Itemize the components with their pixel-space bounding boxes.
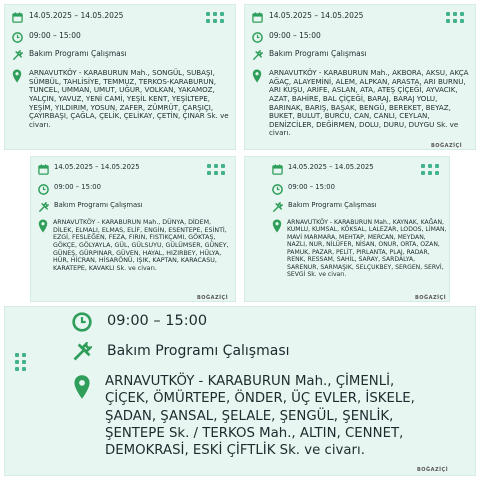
- outage-card-4: [244, 156, 450, 302]
- location-pin-icon: [11, 69, 23, 83]
- date-row: [251, 11, 363, 23]
- decor-dots: [421, 164, 439, 175]
- title-row: [271, 201, 377, 213]
- time-row: [11, 31, 81, 43]
- date-row: [11, 11, 123, 23]
- location-pin-icon: [271, 219, 283, 233]
- location-pin-icon: [251, 69, 263, 83]
- outage-card-5: [4, 306, 476, 476]
- clock-icon: [11, 31, 23, 43]
- time-row: [37, 183, 101, 195]
- title-row: [71, 341, 290, 363]
- clock-icon: [271, 183, 283, 195]
- decor-dots: [206, 12, 224, 23]
- work-title: Bakım Programı Çalışması: [29, 49, 127, 58]
- decor-dots: [15, 353, 26, 371]
- address-text: ARNAVUTKÖY - KARABURUN Mah., SONGÜL, SUBAŞI, SÜMBÜL, TAHLİSİYE, TEMMUZ, TERKOS-KARABURUN, TUNCEL, UMMAN, UMUT, UĞUR, VOLKAN, YAKAMOZ, YALÇIN, YAVUZ, YENİ CAMİ, YEŞİL KENT, YEŞİLTEPE, YEŞİM, YILDIRIM, YOSUN, ZAFER, ZÜMRÜT, ÇARŞIÇI, ÇAYIRBAŞI, ÇAĞLA, ÇELİK, ÇELİKAY, ÇETİN, ÇINAR Sk. ve civarı.: [29, 68, 229, 129]
- time-row: [251, 31, 321, 43]
- work-title: Bakım Programı Çalışması: [107, 343, 290, 360]
- tools-icon: [11, 49, 23, 61]
- time-row: [271, 183, 335, 195]
- brand-logo: BOĞAZİÇİ: [417, 467, 449, 473]
- tools-icon: [271, 201, 283, 213]
- clock-icon: [37, 183, 49, 195]
- decor-dots: [446, 12, 464, 23]
- title-row: [11, 49, 127, 61]
- outage-card-2: [244, 4, 476, 150]
- time-range: 09:00 – 15:00: [54, 183, 101, 191]
- work-title: Bakım Programı Çalışması: [54, 201, 143, 209]
- time-range: 09:00 – 15:00: [269, 31, 321, 40]
- address-text: ARNAVUTKÖY - KARABURUN Mah., DÜNYA, DİDEM, DİLEK, ELMALI, ELMAS, ELİF, ENGİN, ESENTEPE, ESİNTİ, EZGİ, FESLEĞEN, FEZA, FIRIN, FISTIKÇAMI, GÖKTAŞ, GÖKÇE, GÖLYAYLA, GÜL, GÜLSUYU, GÜLÜMSER, GÜNEY, GÜNEŞ, GÜRPINAR, GÜVEN, HAYAL, HIZIRBEY, HÜLYA, HÜR, HİCRAN, HİSARÖNÜ, IŞIK, KAPTAN, KARACASU, KARATEPE, KAVAKLI Sk. ve civarı.: [53, 219, 229, 273]
- calendar-icon: [11, 11, 23, 23]
- work-title: Bakım Programı Çalışması: [288, 201, 377, 209]
- title-row: [37, 201, 143, 213]
- date-row: [37, 163, 140, 175]
- date-range: 14.05.2025 – 14.05.2025: [269, 11, 364, 20]
- address-text: ARNAVUTKÖY - KARABURUN Mah., AKBORA, AKSU, AKÇA AĞAÇ, ALAYEMİNİ, ALEM, ALPKAN, ARASTA, ARI BURNU, ARI KUŞU, ARİFE, ASLAN, ATA, ATEŞ ÇİÇEĞİ, AYVACIK, AZAT, BAHİRE, BAL ÇİÇEĞİ, BARAJ, BARAJ YOLU, BARINAK, BARIŞ, BAŞAK, BENGÜ, BEREKET, BEYAZ, BUKET, BULUT, BURCU, CAN, CANLI, CEYLAN, DENİZCİLER, DEĞİRMEN, DOLU, DURU, DUYGU Sk. ve civarı.: [269, 68, 469, 138]
- address-text: ARNAVUTKÖY - KARABURUN Mah., KAYNAK, KAĞAN, KUMLU, KUMSAL, KÖKSAL, LALEZAR, LODOS, LİMAN, MAVİ MARMARA, MEHTAP, MERCAN, MEYDAN, NAZLI, NUR, NİLÜFER, NİSAN, ONUR, ORTA, OZAN, PAMUK, PAZAR, PELİT, PIRLANTA, PLAJ, RADAR, RENK, RESSAM, SAHİL, SARAY, SARDALYA, SARENUR, SARMAŞIK, SELÇUKBEY, SERGEN, SERVİ, SEVGİ Sk. ve civarı.: [287, 219, 447, 278]
- decor-dots: [207, 164, 225, 175]
- work-title: Bakım Programı Çalışması: [269, 49, 367, 58]
- outage-card-1: [4, 4, 236, 150]
- tools-icon: [251, 49, 263, 61]
- time-range: 09:00 – 15:00: [288, 183, 335, 191]
- time-range: 09:00 – 15:00: [29, 31, 81, 40]
- time-row: [71, 311, 207, 333]
- clock-icon: [251, 31, 263, 43]
- calendar-icon: [251, 11, 263, 23]
- calendar-icon: [271, 163, 283, 175]
- location-pin-icon: [37, 219, 49, 233]
- tools-icon: [71, 341, 93, 363]
- time-range: 09:00 – 15:00: [107, 313, 208, 330]
- location-pin-icon: [71, 373, 93, 401]
- date-row: [271, 163, 374, 175]
- brand-logo: BOĞAZİÇİ: [415, 295, 447, 301]
- address-text: ARNAVUTKÖY - KARABURUN Mah., ÇİMENLİ, ÇİÇEK, ÖMÜRTEPE, ÖNDER, ÜÇ EVLER, İSKELE, ŞADAN, ŞANSAL, ŞELALE, ŞENGÜL, ŞENLİK, ŞENTEPE Sk. / TERKOS Mah., ALTIN, CENNET, DEMOKRASİ, ESKİ ÇİFTLİK Sk. ve civarı.: [105, 374, 415, 459]
- date-range: 14.05.2025 – 14.05.2025: [54, 163, 140, 171]
- outage-card-3: [30, 156, 236, 302]
- brand-logo: BOĞAZİÇİ: [197, 295, 229, 301]
- tools-icon: [37, 201, 49, 213]
- date-range: 14.05.2025 – 14.05.2025: [288, 163, 374, 171]
- clock-icon: [71, 311, 93, 333]
- title-row: [251, 49, 367, 61]
- brand-logo: BOĞAZİÇİ: [431, 143, 463, 149]
- calendar-icon: [37, 163, 49, 175]
- date-range: 14.05.2025 – 14.05.2025: [29, 11, 124, 20]
